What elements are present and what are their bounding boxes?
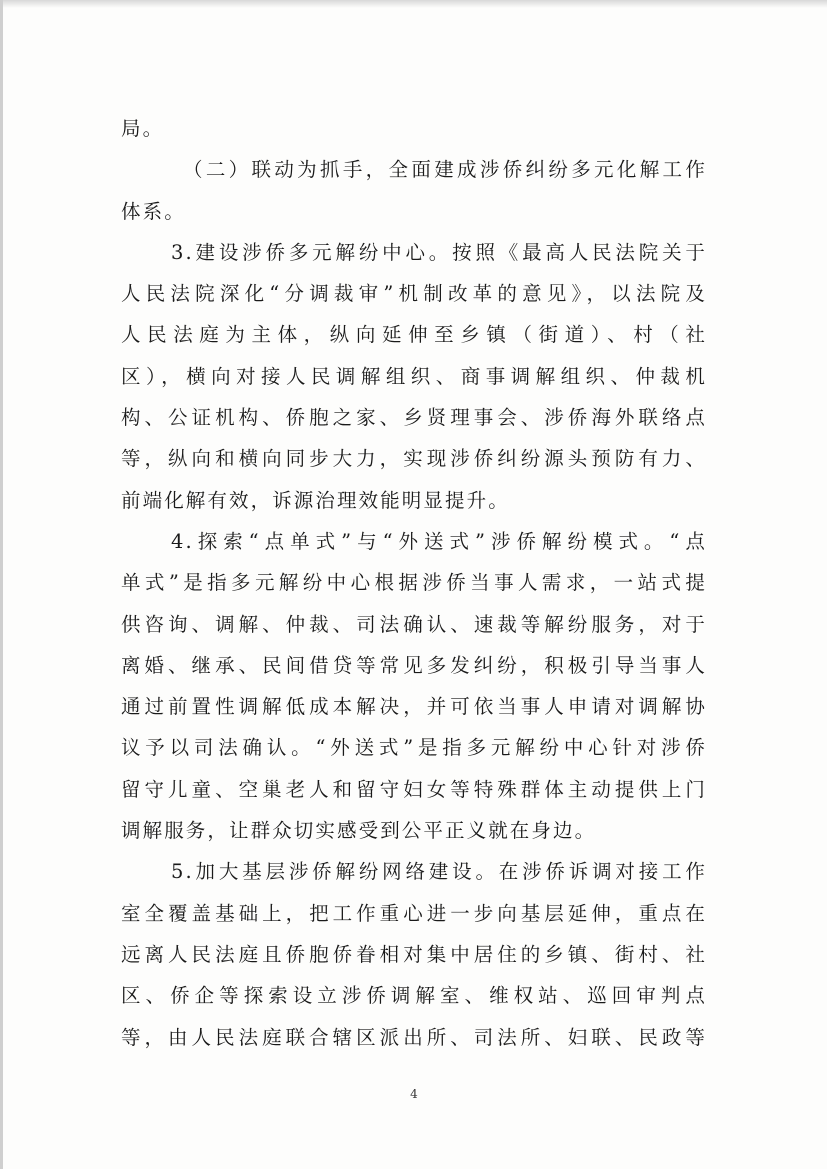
text-line: 离婚、继承、民间借贷等常见多发纠纷，积极引导当事人 bbox=[121, 653, 707, 677]
text-line: 构、公证机构、侨胞之家、乡贤理事会、涉侨海外联络点 bbox=[121, 406, 707, 430]
text-line: 供咨询、调解、仲裁、司法确认、速裁等解纷服务，对于 bbox=[121, 612, 707, 636]
text-line: 局。 bbox=[121, 117, 165, 140]
text-line: 等，纵向和横向同步大力，实现涉侨纠纷源头预防有力、 bbox=[121, 447, 707, 471]
body-text bbox=[121, 108, 707, 1058]
paragraph-3-first-line: 3.建设涉侨多元解纷中心。按照《最高人民法院关于 bbox=[171, 240, 707, 264]
text-line: 单式”是指多元解纷中心根据涉侨当事人需求，一站式提 bbox=[121, 571, 707, 595]
text-line: 留守儿童、空巢老人和留守妇女等特殊群体主动提供上门 bbox=[121, 777, 707, 801]
text-line: 区、侨企等探索设立涉侨调解室、维权站、巡回审判点 bbox=[121, 984, 707, 1008]
text-line: 调解服务，让群众切实感受到公平正义就在身边。 bbox=[121, 819, 597, 843]
text-line: 人民法庭为主体，纵向延伸至乡镇（街道）、村（社 bbox=[121, 323, 707, 347]
text-line: 通过前置性调解低成本解决，并可依当事人申请对调解协 bbox=[121, 695, 707, 719]
text-line: 体系。 bbox=[121, 199, 186, 223]
page-number: 4 bbox=[410, 1087, 418, 1101]
text-line: 室全覆盖基础上，把工作重心进一步向基层延伸，重点在 bbox=[121, 901, 707, 925]
text-line: 区），横向对接人民调解组织、商事调解组织、仲裁机 bbox=[121, 364, 707, 388]
paragraph-5-first-line: 5.加大基层涉侨解纷网络建设。在涉侨诉调对接工作 bbox=[171, 860, 707, 884]
scan-left-edge bbox=[0, 0, 3, 1169]
text-line: 前端化解有效，诉源治理效能明显提升。 bbox=[121, 488, 510, 512]
text-line: 远离人民法庭且侨胞侨眷相对集中居住的乡镇、街村、社 bbox=[121, 942, 707, 966]
text-line: 议予以司法确认。“外送式”是指多元解纷中心针对涉侨 bbox=[121, 736, 707, 760]
paragraph-4-first-line: 4.探索“点单式”与“外送式”涉侨解纷模式。“点 bbox=[171, 529, 707, 553]
scan-top-edge bbox=[0, 0, 827, 8]
text-line: 等，由人民法庭联合辖区派出所、司法所、妇联、民政等 bbox=[121, 1025, 707, 1049]
section-heading: （二）联动为抓手，全面建成涉侨纠纷多元化解工作 bbox=[183, 158, 707, 182]
text-line: 人民法院深化“分调裁审”机制改革的意见》，以法院及 bbox=[121, 282, 707, 306]
